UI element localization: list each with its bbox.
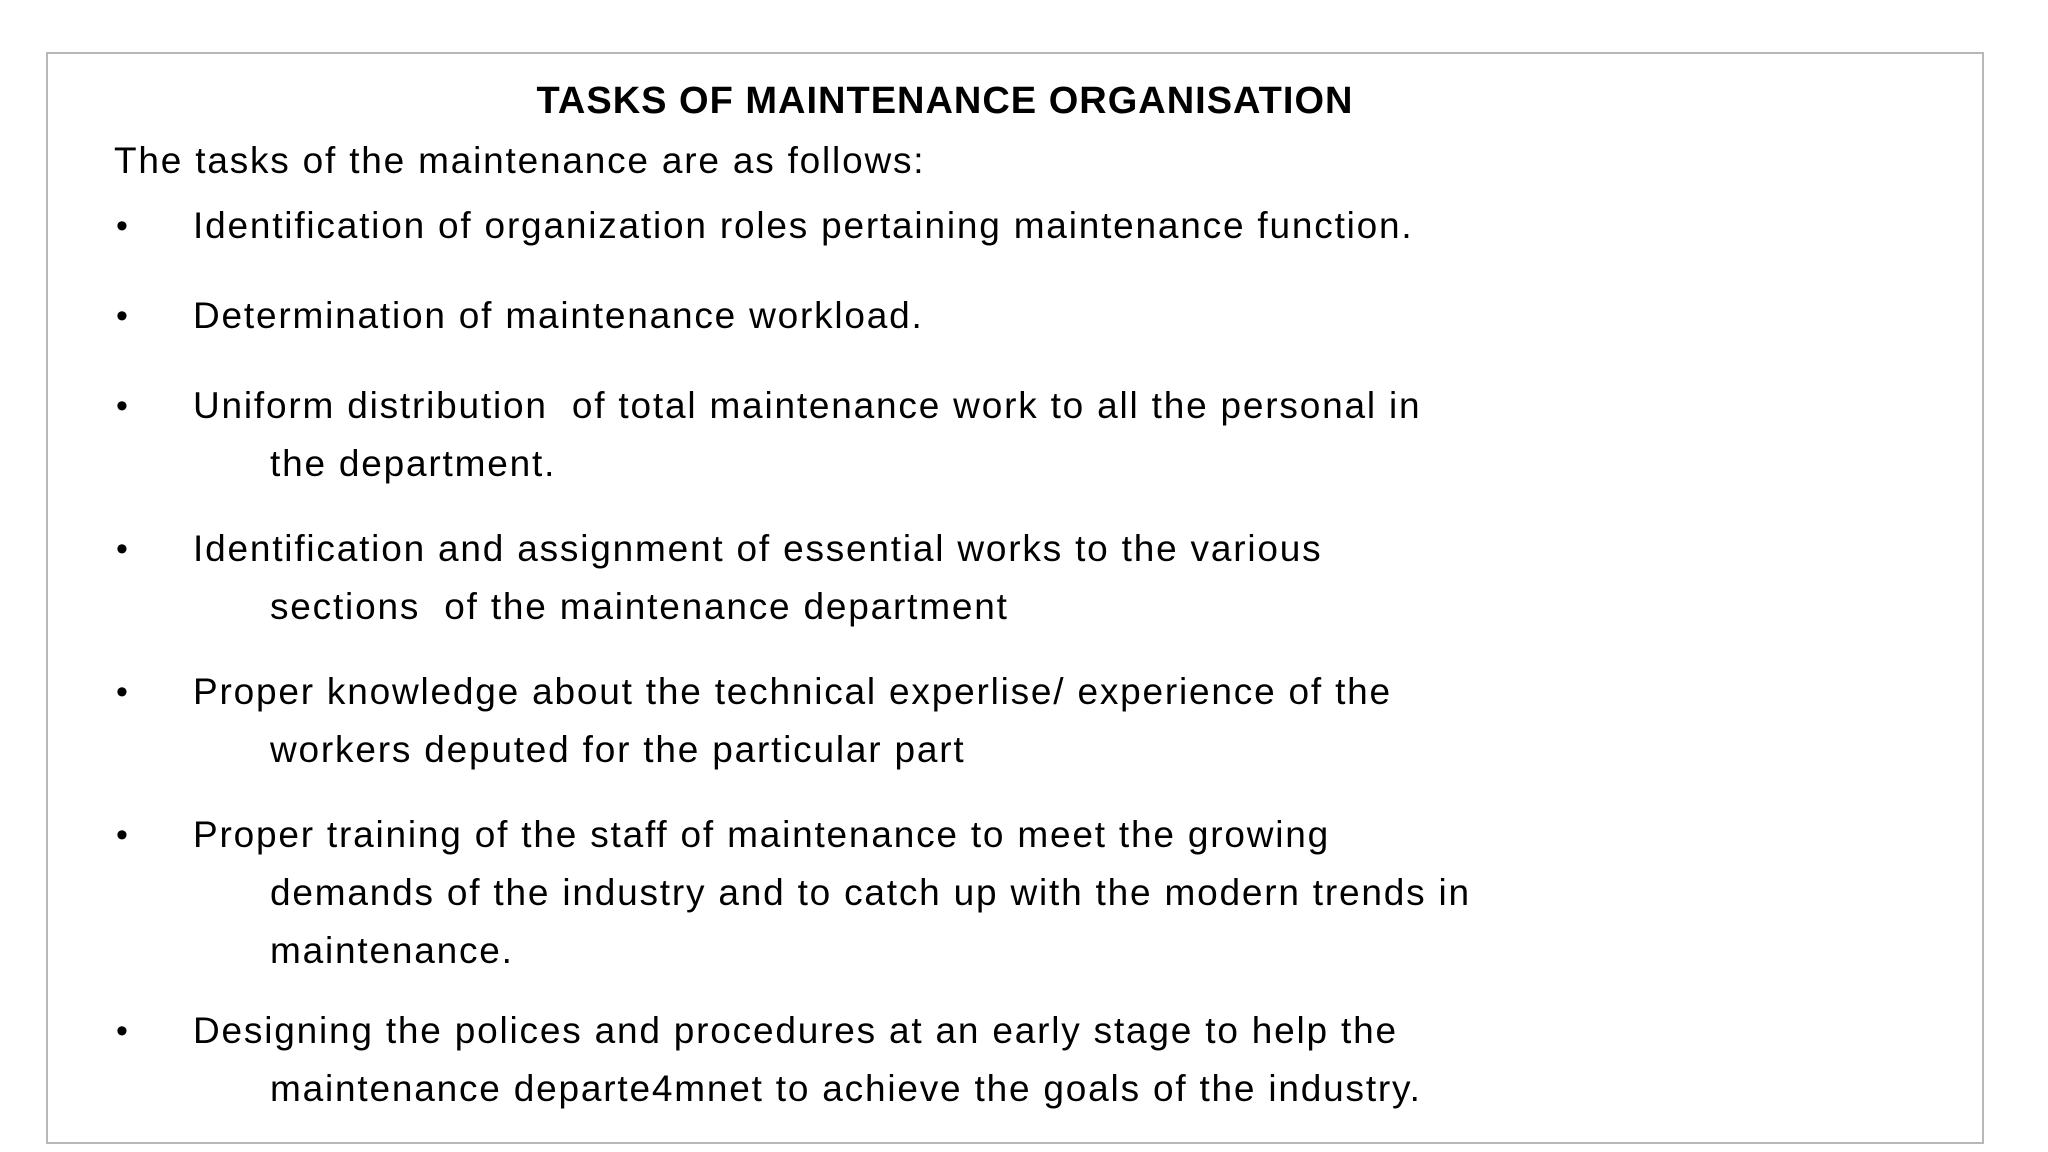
task-item xyxy=(48,663,1982,779)
document-title: TASKS OF MAINTENANCE ORGANISATION xyxy=(536,80,1354,122)
task-line: maintenance departe4mnet to achieve the goals of the industry. xyxy=(270,1068,1422,1109)
bullet-icon: • xyxy=(116,673,130,711)
task-line: Proper training of the staff of maintenance to meet the growing xyxy=(193,814,1330,855)
task-line: Uniform distribution of total maintenance work to all the personal in xyxy=(193,385,1422,426)
bullet-icon: • xyxy=(116,1012,130,1050)
task-item xyxy=(48,520,1982,636)
task-item xyxy=(48,377,1982,493)
task-line: sections of the maintenance department xyxy=(270,586,1009,627)
task-text xyxy=(193,287,1982,345)
bullet-icon: • xyxy=(116,816,130,854)
task-text xyxy=(193,806,1982,980)
task-line: maintenance. xyxy=(270,930,514,971)
task-text xyxy=(193,197,1982,255)
task-line: Determination of maintenance workload. xyxy=(193,295,924,336)
task-text xyxy=(193,377,1982,493)
task-item xyxy=(48,806,1982,980)
task-line: the department. xyxy=(270,443,557,484)
task-line: workers deputed for the particular part xyxy=(270,729,966,770)
intro-text: The tasks of the maintenance are as follows: xyxy=(114,140,926,181)
bullet-icon: • xyxy=(116,530,130,568)
bullet-icon: • xyxy=(116,207,130,245)
task-line: Proper knowledge about the technical experlise/ experience of the xyxy=(193,671,1392,712)
task-item xyxy=(48,1002,1982,1118)
task-line: Identification of organization roles pertaining maintenance function. xyxy=(193,205,1414,246)
task-line: demands of the industry and to catch up with the modern trends in xyxy=(270,872,1471,913)
task-text xyxy=(193,1002,1982,1118)
task-item xyxy=(48,287,1982,345)
bullet-icon: • xyxy=(116,387,130,425)
task-line: Identification and assignment of essential works to the various xyxy=(193,528,1323,569)
task-text xyxy=(193,520,1982,636)
task-text xyxy=(193,663,1982,779)
bullet-icon: • xyxy=(116,297,130,335)
task-line: Designing the polices and procedures at an early stage to help the xyxy=(193,1010,1398,1051)
task-list xyxy=(48,54,1982,1142)
task-item xyxy=(48,197,1982,255)
document-page xyxy=(46,52,1984,1144)
